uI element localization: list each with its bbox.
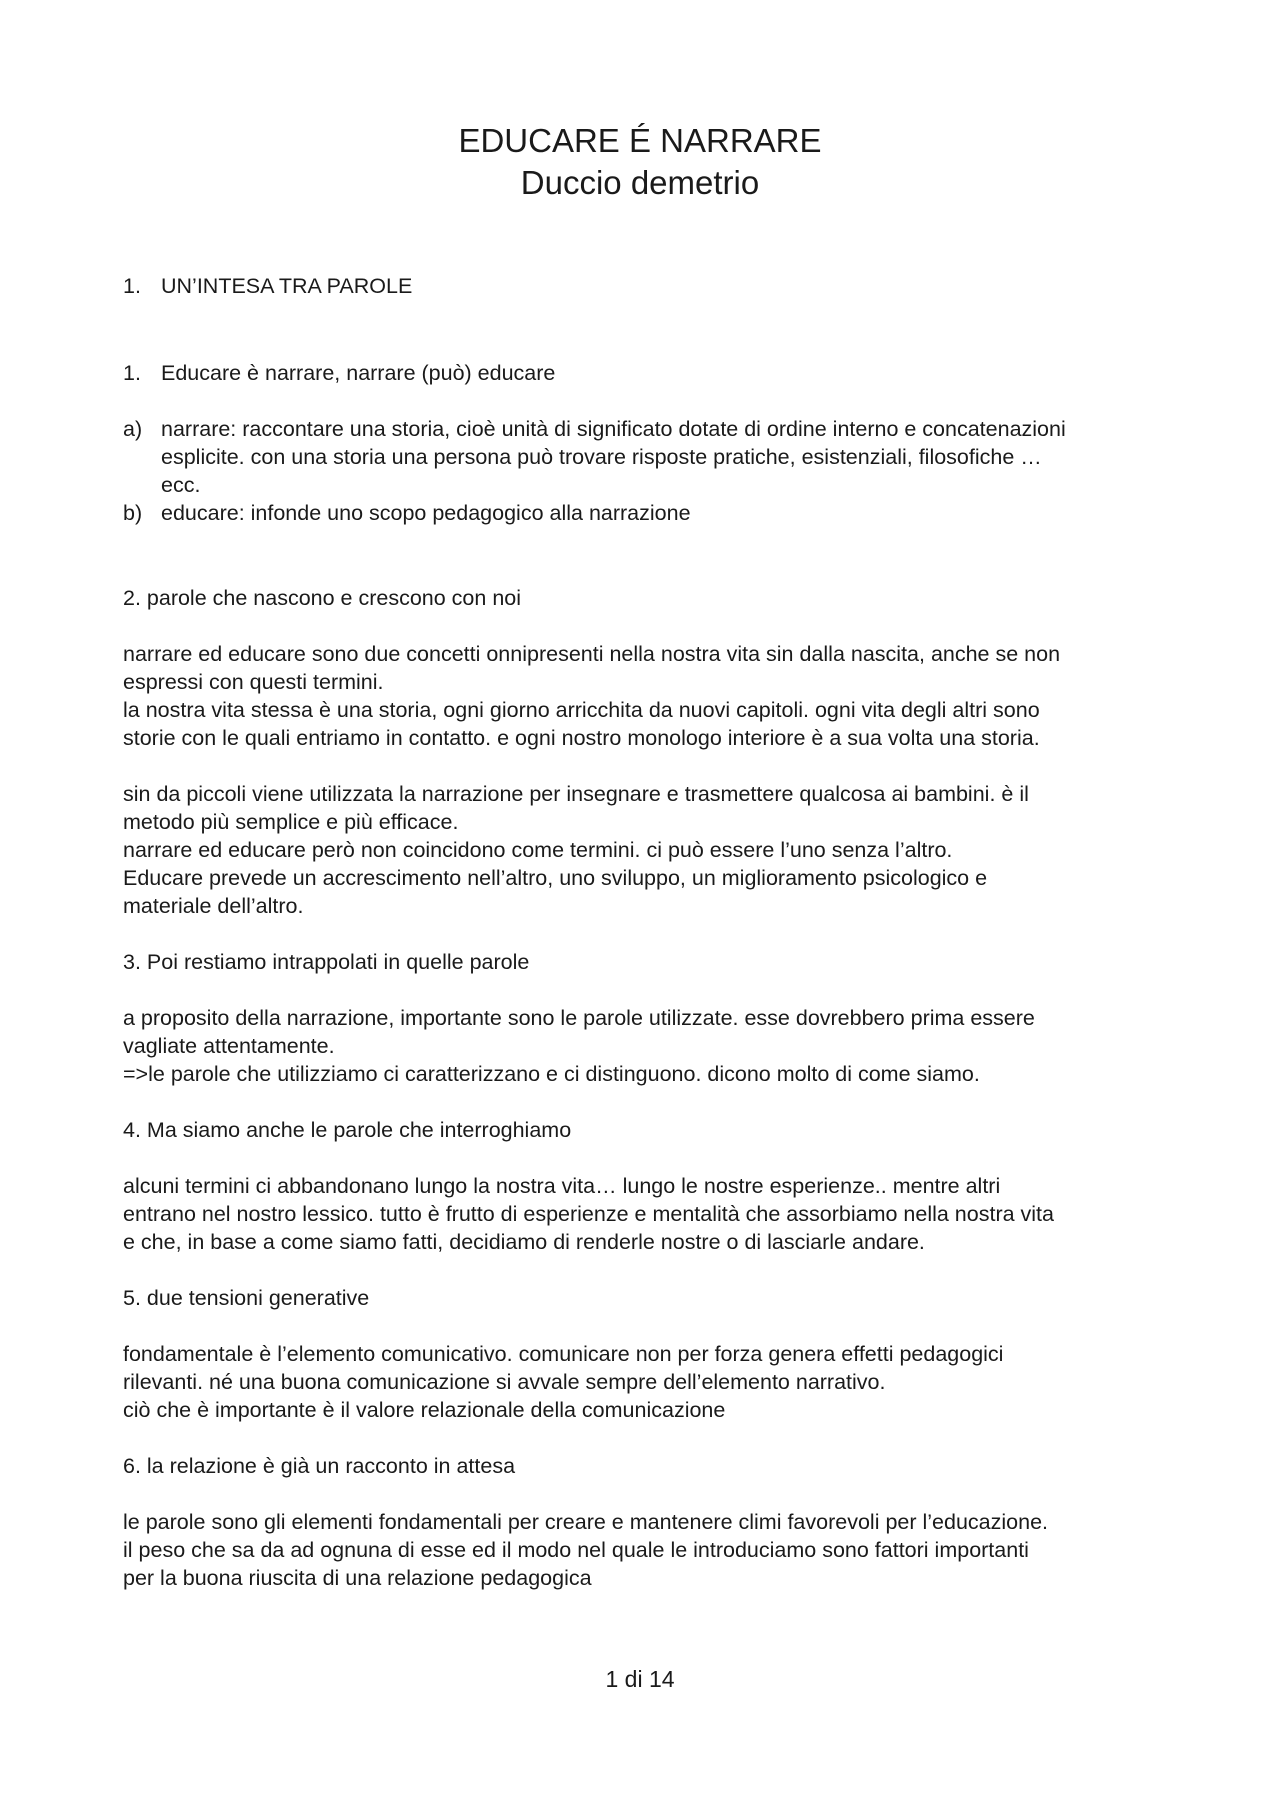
section-heading: 3. Poi restiamo intrappolati in quelle parole: [123, 950, 530, 974]
subsection-marker: 1.: [123, 361, 141, 385]
document-title: EDUCARE É NARRARE: [458, 122, 822, 159]
paragraph-line: alcuni termini ci abbandonano lungo la nostra vita… lungo le nostre esperienze.. mentre altri: [123, 1174, 1001, 1198]
list-item-a-line: esplicite. con una storia una persona può trovare risposte pratiche, esistenziali, filosofiche …: [161, 445, 1042, 469]
section-marker: 1.: [123, 274, 141, 298]
paragraph-line: Educare prevede un accrescimento nell’altro, uno sviluppo, un miglioramento psicologico e: [123, 866, 988, 890]
page-number: 1 di 14: [605, 1666, 675, 1692]
paragraph-line: narrare ed educare sono due concetti onnipresenti nella nostra vita sin dalla nascita, anche se non: [123, 642, 1061, 666]
subsection-title: Educare è narrare, narrare (può) educare: [161, 361, 556, 385]
paragraph-line: il peso che sa da ad ognuna di esse ed il modo nel quale le introduciamo sono fattori importanti: [123, 1538, 1029, 1562]
paragraph-line: rilevanti. né una buona comunicazione si avvale sempre dell’elemento narrativo.: [123, 1370, 886, 1394]
paragraph-line: sin da piccoli viene utilizzata la narrazione per insegnare e trasmettere qualcosa ai bambini. è il: [123, 782, 1029, 806]
paragraph-line: e che, in base a come siamo fatti, decidiamo di renderle nostre o di lasciarle andare.: [123, 1230, 925, 1254]
paragraph-line: a proposito della narrazione, importante sono le parole utilizzate. esse dovrebbero prima essere: [123, 1006, 1035, 1030]
paragraph-line: vagliate attentamente.: [123, 1034, 335, 1058]
paragraph-line: narrare ed educare però non coincidono come termini. ci può essere l’uno senza l’altro.: [123, 838, 953, 862]
document-author: Duccio demetrio: [520, 164, 760, 201]
list-item-b: educare: infonde uno scopo pedagogico alla narrazione: [161, 501, 691, 525]
paragraph-line: ciò che è importante è il valore relazionale della comunicazione: [123, 1398, 726, 1422]
paragraph-line: le parole sono gli elementi fondamentali per creare e mantenere climi favorevoli per l’educazione.: [123, 1510, 1049, 1534]
paragraph-line: =>le parole che utilizziamo ci caratterizzano e ci distinguono. dicono molto di come siamo.: [123, 1062, 980, 1086]
section-heading: 4. Ma siamo anche le parole che interroghiamo: [123, 1118, 572, 1142]
section-heading: 6. la relazione è già un racconto in attesa: [123, 1454, 516, 1478]
paragraph-line: metodo più semplice e più efficace.: [123, 810, 459, 834]
paragraph-line: espressi con questi termini.: [123, 670, 384, 694]
paragraph-line: storie con le quali entriamo in contatto. e ogni nostro monologo interiore è a sua volta una storia.: [123, 726, 1040, 750]
section-heading: 2. parole che nascono e crescono con noi: [123, 586, 522, 610]
paragraph-line: fondamentale è l’elemento comunicativo. comunicare non per forza genera effetti pedagogici: [123, 1342, 1004, 1366]
paragraph-line: materiale dell’altro.: [123, 894, 304, 918]
list-marker-a: a): [123, 417, 143, 441]
section-title: UN’INTESA TRA PAROLE: [161, 274, 413, 298]
paragraph-line: per la buona riuscita di una relazione pedagogica: [123, 1566, 592, 1590]
paragraph-line: entrano nel nostro lessico. tutto è frutto di esperienze e mentalità che assorbiamo nella nostra vita: [123, 1202, 1054, 1226]
list-marker-b: b): [123, 501, 143, 525]
list-item-a-line: narrare: raccontare una storia, cioè unità di significato dotate di ordine interno e concatenazioni: [161, 417, 1066, 441]
list-item-a-line: ecc.: [161, 473, 201, 497]
section-heading: 5. due tensioni generative: [123, 1286, 370, 1310]
paragraph-line: la nostra vita stessa è una storia, ogni giorno arricchita da nuovi capitoli. ogni vita degli altri sono: [123, 698, 1040, 722]
